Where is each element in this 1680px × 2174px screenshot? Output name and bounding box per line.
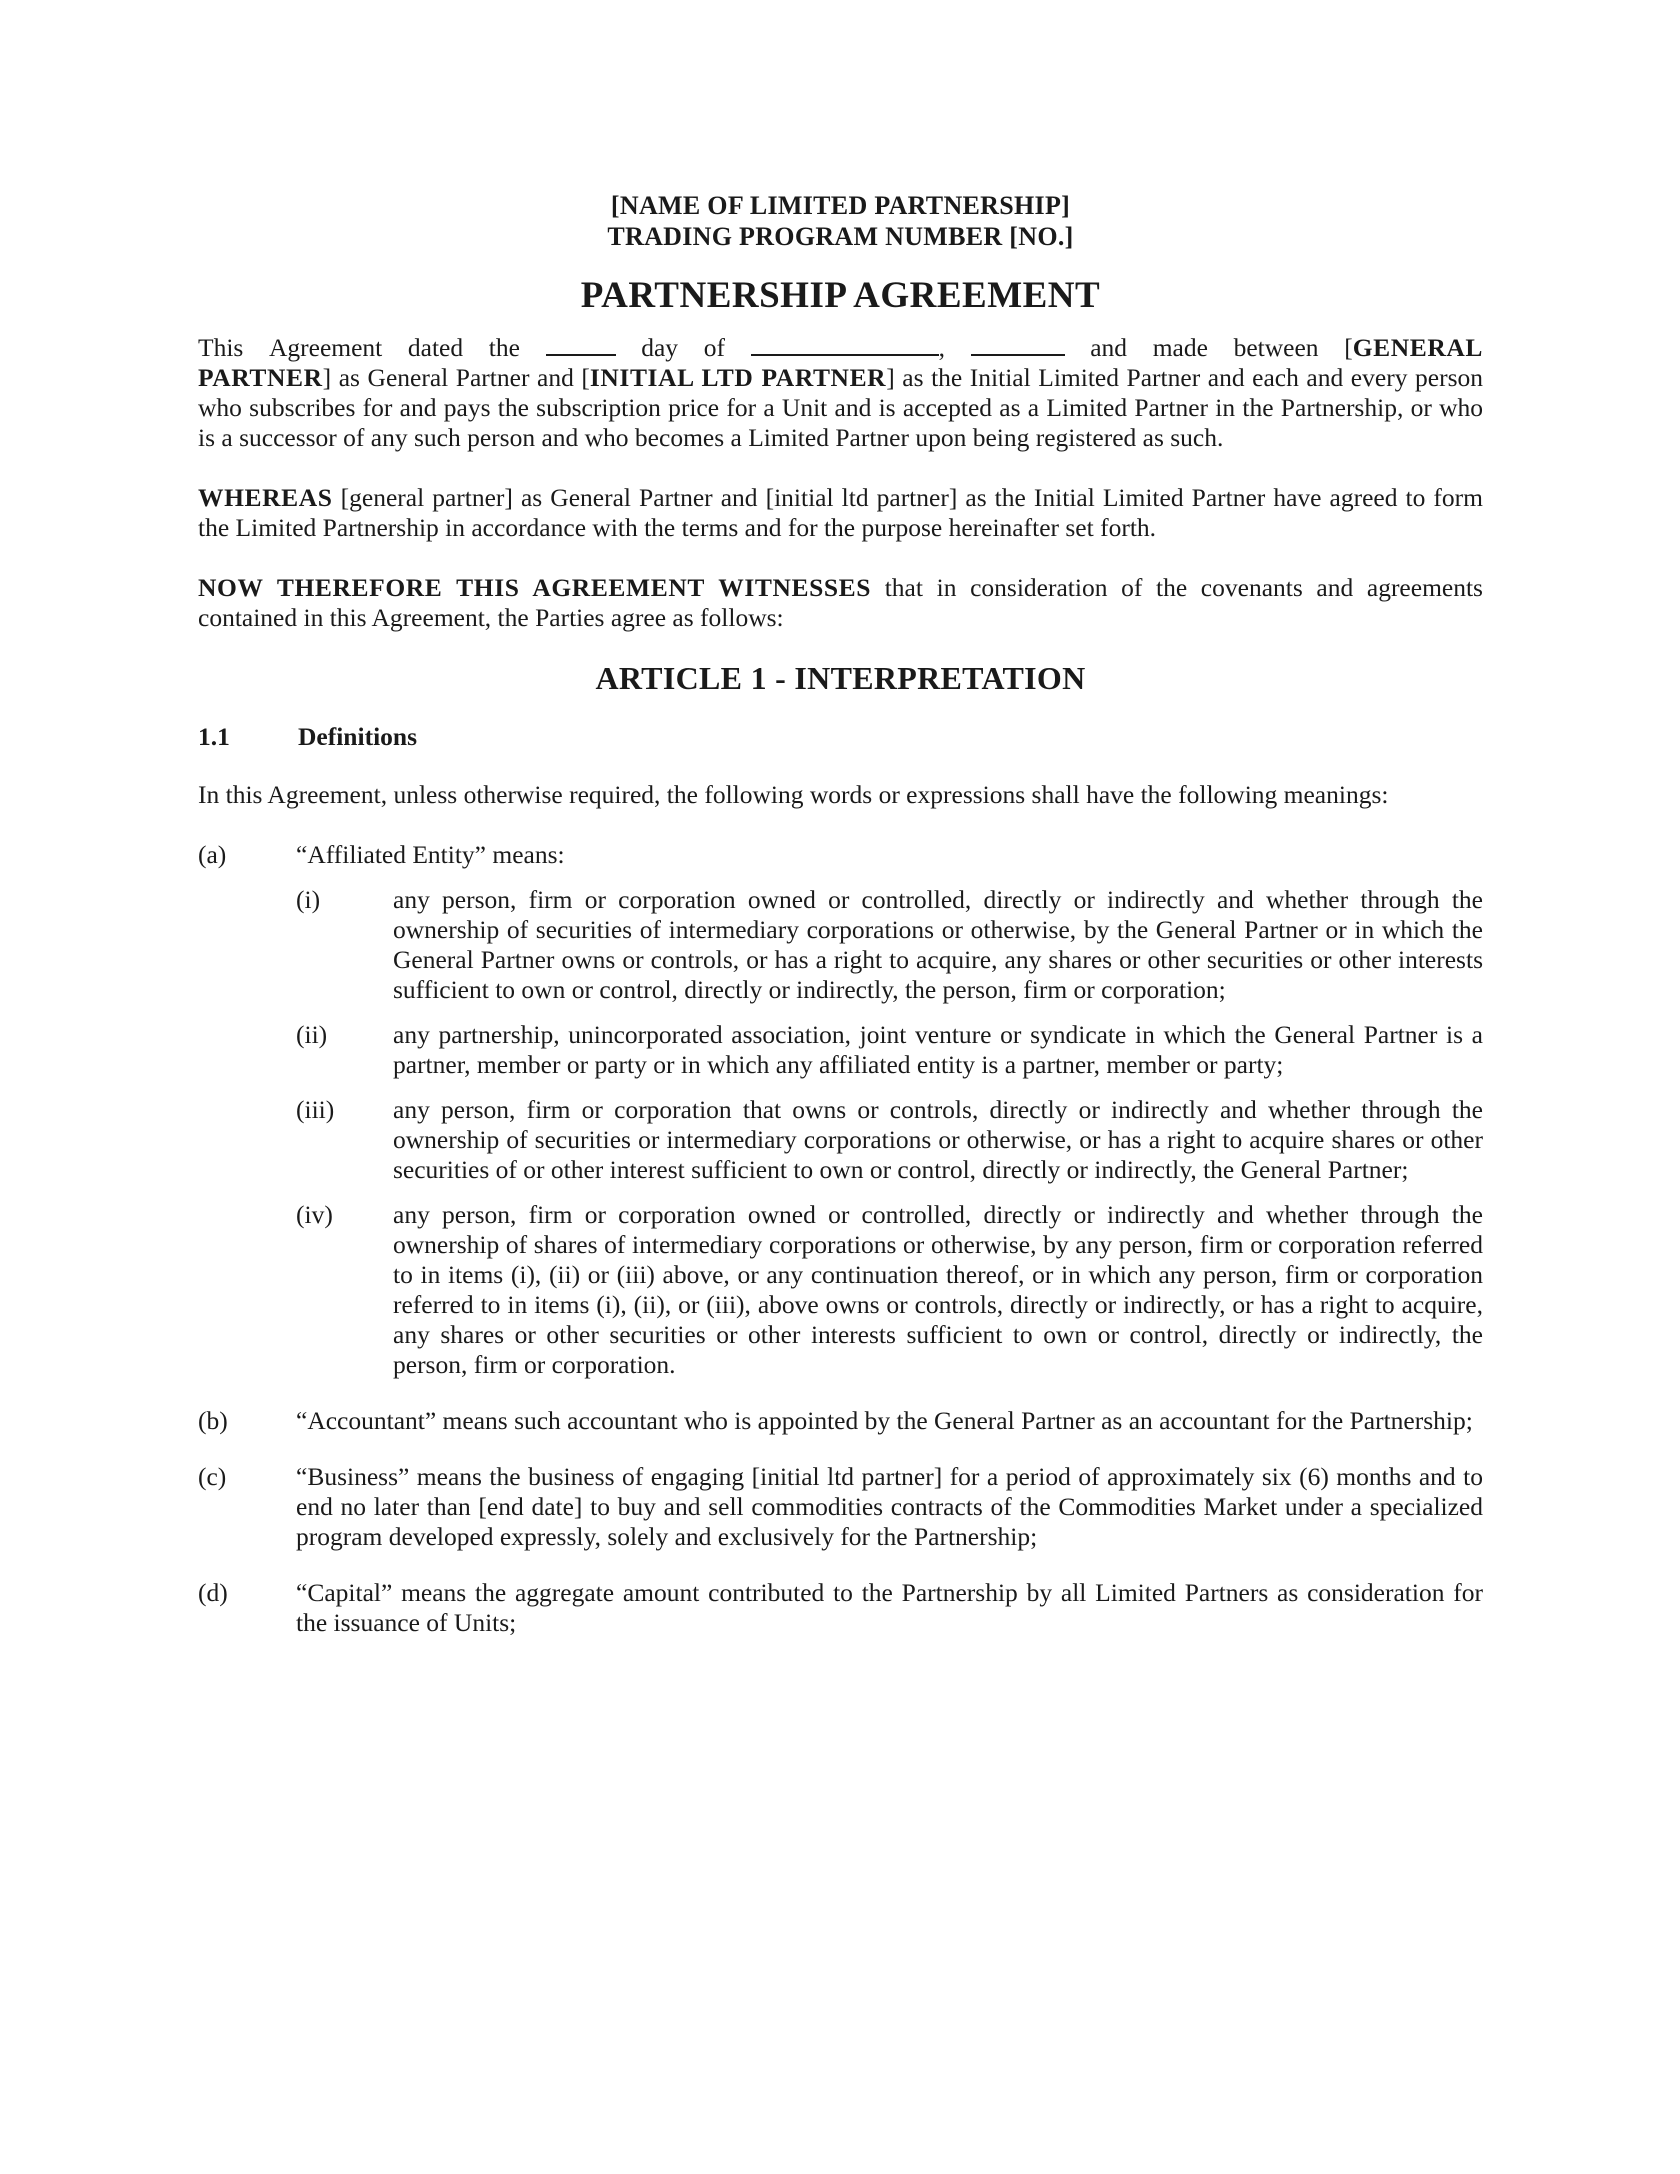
year-blank bbox=[971, 332, 1065, 356]
intro-word: Agreement bbox=[268, 333, 383, 362]
intro-rest bbox=[198, 363, 1483, 453]
intro-text: ] as the Initial Limited Partner and each and every person who subscribes for and pays the subscription price for a Unit and is accepted as a Limited Partner in the Partnership, or who is a successor of any such person and who becomes a Limited Partner upon being registered as such. bbox=[198, 363, 1483, 452]
intro-word: day bbox=[641, 333, 679, 362]
intro-comma: , bbox=[938, 333, 945, 362]
affiliated-subitem bbox=[296, 885, 1483, 1005]
intro-word: and bbox=[1090, 333, 1128, 362]
whereas-paragraph bbox=[198, 483, 1483, 543]
definitions-lead: In this Agreement, unless otherwise required, the following words or expressions shall have the following meanings: bbox=[198, 780, 1389, 809]
subitem-text: any person, firm or corporation owned or controlled, directly or indirectly and whether through the ownership of securities of intermediary corporations or otherwise, by the General Partner or in which the General Partner owns or controls, or has a right to acquire, any shares or other securities or other interests sufficient to own or control, directly or indirectly, the person, firm or corporation; bbox=[393, 885, 1483, 1004]
definition-label: (b) bbox=[198, 1406, 228, 1435]
general-partner-open bbox=[1344, 333, 1483, 363]
subitem-label: (iii) bbox=[296, 1095, 335, 1124]
intro-word: of bbox=[703, 333, 725, 362]
definition-text: “Capital” means the aggregate amount contributed to the Partnership by all Limited Partners as consideration for the issuance of Units; bbox=[296, 1578, 1483, 1637]
bracket: [ bbox=[1344, 333, 1353, 362]
now-therefore-label: NOW THEREFORE THIS AGREEMENT WITNESSES bbox=[198, 573, 872, 602]
affiliated-subitem bbox=[296, 1200, 1483, 1380]
definition-item bbox=[198, 1462, 1483, 1552]
definition-item bbox=[198, 1406, 1483, 1436]
intro-word: dated bbox=[407, 333, 464, 362]
month-blank-group bbox=[751, 332, 945, 363]
intro-word: the bbox=[488, 333, 520, 362]
initial-ltd-partner: INITIAL LTD PARTNER bbox=[589, 363, 887, 392]
whereas-text: [general partner] as General Partner and [initial ltd partner] as the Initial Limited Partner have agreed to form the Limited Partnership in accordance with the terms and for the purpose hereinafter set forth. bbox=[198, 483, 1483, 542]
program-number-heading: TRADING PROGRAM NUMBER [NO.] bbox=[607, 222, 1074, 251]
article-heading: ARTICLE 1 - INTERPRETATION bbox=[595, 660, 1086, 696]
subitem-label: (i) bbox=[296, 885, 321, 914]
intro-paragraph bbox=[198, 332, 1483, 453]
month-blank bbox=[751, 332, 939, 356]
intro-word: between bbox=[1233, 333, 1319, 362]
now-therefore-paragraph bbox=[198, 573, 1483, 633]
day-blank bbox=[546, 332, 616, 356]
subitem-text: any partnership, unincorporated association, joint venture or syndicate in which the General Partner is a partner, member or party or in which any affiliated entity is a partner, member or party; bbox=[393, 1020, 1483, 1079]
definition-text: “Business” means the business of engaging [initial ltd partner] for a period of approximately six (6) months and to end no later than [end date] to buy and sell commodities contracts of the Commodities Market under a specialized program developed expressly, solely and exclusively for the Partnership; bbox=[296, 1462, 1483, 1551]
partner-word: PARTNER bbox=[198, 363, 323, 392]
affiliated-subitem bbox=[296, 1095, 1483, 1185]
affiliated-subitem bbox=[296, 1020, 1483, 1080]
section-heading bbox=[198, 722, 1483, 752]
subitem-label: (iv) bbox=[296, 1200, 333, 1229]
whereas-label: WHEREAS bbox=[198, 483, 333, 512]
now-therefore-text: that in consideration of the covenants and agreements contained in this Agreement, the Parties agree as follows: bbox=[198, 573, 1483, 632]
section-number: 1.1 bbox=[198, 722, 230, 751]
intro-first-line bbox=[198, 332, 1483, 363]
definition-item bbox=[198, 1578, 1483, 1638]
partnership-name-heading: [NAME OF LIMITED PARTNERSHIP] bbox=[610, 191, 1071, 220]
definition-label: (a) bbox=[198, 840, 227, 869]
definition-text: “Accountant” means such accountant who is appointed by the General Partner as an accountant for the Partnership; bbox=[296, 1406, 1473, 1435]
general-partner-word: GENERAL bbox=[1352, 333, 1483, 362]
section-title: Definitions bbox=[298, 722, 418, 751]
subitem-text: any person, firm or corporation that owns or controls, directly or indirectly and whether through the ownership of securities or intermediary corporations or otherwise, or has a right to acquire shares or other securities of or other interest sufficient to own or control, directly or indirectly, the General Partner; bbox=[393, 1095, 1483, 1184]
subitem-text: any person, firm or corporation owned or controlled, directly or indirectly and whether through the ownership of shares of intermediary corporations or otherwise, by any person, firm or corporation referred to in items (i), (ii) or (iii) above, or any continuation thereof, or in which any person, firm or corporation referred to in items (i), (ii), or (iii), above owns or controls, directly or indirectly, or has a right to acquire, any shares or other securities or other interests sufficient to own or control, directly or indirectly, the person, firm or corporation. bbox=[393, 1200, 1483, 1379]
definition-text: “Affiliated Entity” means: bbox=[296, 840, 565, 869]
definition-item bbox=[198, 840, 1483, 870]
definition-label: (c) bbox=[198, 1462, 227, 1491]
intro-word: This bbox=[198, 333, 244, 362]
subitem-label: (ii) bbox=[296, 1020, 328, 1049]
document-page bbox=[198, 190, 1483, 1638]
definition-label: (d) bbox=[198, 1578, 228, 1607]
intro-text: ] as General Partner and [ bbox=[322, 363, 590, 392]
intro-word: made bbox=[1152, 333, 1208, 362]
document-title: PARTNERSHIP AGREEMENT bbox=[580, 275, 1101, 316]
